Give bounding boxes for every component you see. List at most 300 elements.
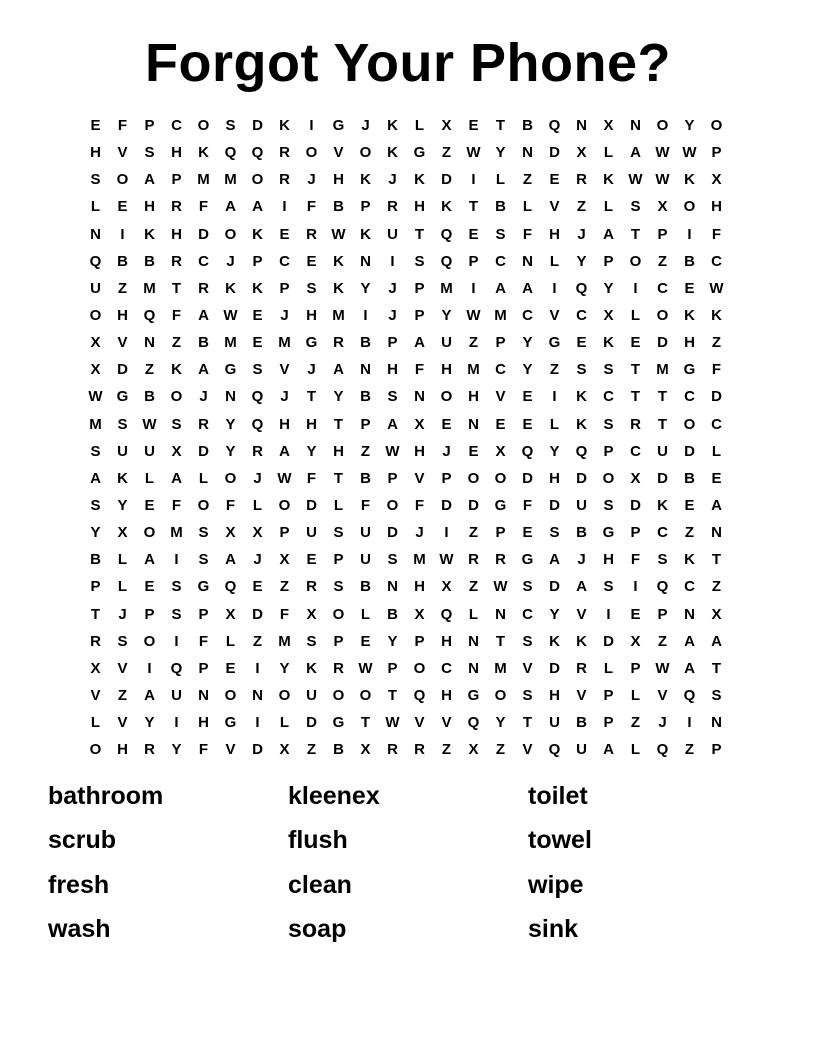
grid-letter: J	[118, 605, 127, 623]
grid-letter: C	[522, 605, 533, 623]
grid-letter: Y	[117, 497, 128, 515]
grid-letter: O	[494, 469, 507, 487]
grid-letter: W	[385, 714, 400, 732]
word-list-item: fresh	[48, 870, 110, 899]
grid-letter: Q	[143, 307, 156, 325]
grid-letter: A	[684, 632, 695, 650]
grid-letter: Q	[548, 117, 561, 135]
grid-letter: W	[88, 388, 103, 406]
grid-letter: G	[413, 144, 426, 162]
grid-letter: I	[606, 605, 611, 623]
grid-letter: W	[358, 659, 373, 677]
grid-letter: B	[333, 741, 344, 759]
grid-letter: Q	[224, 144, 237, 162]
grid-letter: E	[630, 605, 641, 623]
grid-letter: S	[387, 551, 398, 569]
grid-letter: L	[279, 714, 290, 732]
grid-letter: E	[630, 334, 641, 352]
grid-letter: Z	[630, 714, 641, 732]
grid-letter: Z	[252, 632, 263, 650]
grid-letter: B	[360, 469, 371, 487]
grid-letter: O	[413, 659, 426, 677]
grid-letter: N	[630, 117, 641, 135]
grid-letter: U	[90, 279, 101, 297]
grid-letter: Z	[171, 334, 182, 352]
grid-letter: Q	[575, 442, 588, 460]
grid-letter: L	[630, 687, 641, 705]
grid-letter: W	[655, 144, 670, 162]
grid-letter: D	[603, 632, 614, 650]
grid-letter: X	[603, 307, 614, 325]
grid-letter: A	[225, 551, 236, 569]
grid-letter: F	[711, 361, 722, 379]
grid-letter: Q	[521, 442, 534, 460]
grid-letter: P	[333, 551, 344, 569]
grid-letter: B	[684, 469, 695, 487]
grid-letter: Z	[657, 252, 668, 270]
grid-letter: I	[687, 225, 692, 243]
grid-letter: E	[306, 551, 317, 569]
grid-letter: B	[495, 198, 506, 216]
grid-letter: O	[710, 117, 723, 135]
grid-letter: T	[306, 388, 317, 406]
grid-letter: O	[305, 144, 318, 162]
grid-letter: K	[333, 252, 344, 270]
grid-letter: K	[360, 225, 371, 243]
grid-letter: V	[549, 198, 560, 216]
grid-letter: Y	[360, 279, 371, 297]
grid-letter: R	[387, 198, 398, 216]
grid-letter: I	[444, 524, 449, 542]
grid-letter: A	[522, 279, 533, 297]
grid-letter: H	[90, 144, 101, 162]
grid-letter: D	[549, 144, 560, 162]
grid-letter: X	[279, 741, 290, 759]
grid-letter: E	[684, 497, 695, 515]
grid-letter: X	[468, 741, 479, 759]
grid-letter: M	[197, 171, 210, 189]
grid-letter: Q	[251, 144, 264, 162]
grid-letter: G	[521, 551, 534, 569]
grid-letter: K	[387, 117, 398, 135]
grid-letter: Q	[440, 605, 453, 623]
grid-letter: R	[279, 144, 290, 162]
grid-letter: Z	[144, 361, 155, 379]
grid-letter: L	[198, 469, 209, 487]
grid-letter: E	[225, 659, 236, 677]
grid-letter: P	[144, 605, 155, 623]
grid-letter: F	[630, 551, 641, 569]
grid-letter: E	[468, 225, 479, 243]
grid-letter: X	[90, 361, 101, 379]
grid-letter: U	[576, 497, 587, 515]
grid-letter: A	[144, 687, 155, 705]
grid-letter: O	[332, 687, 345, 705]
grid-letter: S	[522, 632, 533, 650]
grid-letter: Q	[89, 252, 102, 270]
grid-letter: F	[198, 198, 209, 216]
grid-letter: K	[603, 334, 614, 352]
grid-letter: J	[577, 551, 586, 569]
grid-letter: N	[252, 687, 263, 705]
grid-letter: F	[414, 497, 425, 515]
grid-letter: E	[522, 388, 533, 406]
grid-letter: E	[306, 252, 317, 270]
grid-letter: O	[656, 307, 669, 325]
letter-grid	[82, 112, 730, 763]
grid-letter: B	[360, 334, 371, 352]
grid-letter: H	[441, 632, 452, 650]
grid-letter: E	[90, 117, 101, 135]
grid-letter: L	[90, 714, 101, 732]
grid-letter: U	[144, 442, 155, 460]
grid-letter: A	[603, 741, 614, 759]
grid-letter: H	[144, 198, 155, 216]
grid-letter: T	[657, 415, 668, 433]
grid-letter: P	[171, 171, 182, 189]
grid-letter: P	[360, 415, 371, 433]
grid-letter: S	[90, 497, 101, 515]
grid-letter: P	[630, 524, 641, 542]
grid-letter: D	[576, 469, 587, 487]
grid-letter: I	[255, 714, 260, 732]
grid-letter: J	[658, 714, 667, 732]
grid-letter: D	[522, 469, 533, 487]
grid-letter: B	[117, 252, 128, 270]
grid-letter: V	[117, 144, 128, 162]
grid-letter: O	[440, 388, 453, 406]
grid-letter: K	[252, 279, 263, 297]
grid-letter: D	[549, 659, 560, 677]
grid-letter: N	[711, 714, 722, 732]
grid-letter: G	[467, 687, 480, 705]
grid-letter: N	[387, 578, 398, 596]
grid-letter: L	[468, 605, 479, 623]
grid-letter: X	[279, 551, 290, 569]
grid-letter: P	[468, 252, 479, 270]
word-list-item: toilet	[528, 781, 588, 810]
grid-letter: Q	[656, 741, 669, 759]
grid-letter: D	[684, 442, 695, 460]
grid-letter: V	[225, 741, 236, 759]
grid-letter: P	[603, 252, 614, 270]
grid-letter: P	[279, 524, 290, 542]
grid-letter: S	[144, 144, 155, 162]
grid-letter: X	[360, 741, 371, 759]
grid-letter: P	[603, 687, 614, 705]
grid-letter: V	[90, 687, 101, 705]
grid-letter: T	[711, 551, 722, 569]
grid-letter: Y	[495, 714, 506, 732]
grid-letter: W	[493, 578, 508, 596]
grid-letter: T	[333, 415, 344, 433]
grid-letter: V	[117, 334, 128, 352]
grid-letter: Y	[171, 741, 182, 759]
grid-letter: O	[143, 524, 156, 542]
grid-letter: Q	[413, 687, 426, 705]
grid-letter: S	[711, 687, 722, 705]
grid-letter: I	[633, 279, 638, 297]
grid-letter: T	[495, 632, 506, 650]
grid-letter: C	[684, 578, 695, 596]
grid-letter: I	[147, 659, 152, 677]
grid-letter: K	[711, 307, 722, 325]
grid-letter: O	[251, 171, 264, 189]
grid-letter: Y	[225, 442, 236, 460]
grid-letter: S	[198, 551, 209, 569]
grid-letter: T	[387, 687, 398, 705]
grid-letter: X	[711, 171, 722, 189]
grid-letter: J	[388, 307, 397, 325]
grid-letter: S	[90, 442, 101, 460]
grid-letter: K	[549, 632, 560, 650]
grid-letter: W	[223, 307, 238, 325]
grid-letter: A	[198, 307, 209, 325]
grid-letter: Y	[603, 279, 614, 297]
grid-letter: R	[576, 171, 587, 189]
grid-letter: O	[278, 687, 291, 705]
grid-letter: B	[144, 252, 155, 270]
grid-letter: O	[602, 469, 615, 487]
grid-letter: R	[306, 225, 317, 243]
word-list-item: towel	[528, 826, 592, 855]
grid-letter: O	[386, 497, 399, 515]
grid-letter: P	[414, 307, 425, 325]
grid-letter: F	[198, 741, 209, 759]
grid-letter: A	[90, 469, 101, 487]
grid-letter: X	[90, 659, 101, 677]
grid-letter: S	[414, 252, 425, 270]
grid-letter: S	[603, 361, 614, 379]
grid-letter: D	[468, 497, 479, 515]
grid-letter: S	[198, 524, 209, 542]
grid-letter: V	[414, 469, 425, 487]
grid-letter: T	[360, 714, 371, 732]
grid-letter: I	[471, 279, 476, 297]
grid-letter: H	[711, 198, 722, 216]
grid-letter: K	[171, 361, 182, 379]
grid-letter: K	[117, 469, 128, 487]
grid-letter: Y	[333, 388, 344, 406]
grid-letter: B	[522, 117, 533, 135]
grid-letter: N	[414, 388, 425, 406]
grid-letter: G	[224, 714, 237, 732]
grid-letter: F	[225, 497, 236, 515]
grid-letter: X	[711, 605, 722, 623]
grid-letter: P	[441, 469, 452, 487]
grid-letter: C	[495, 252, 506, 270]
grid-letter: M	[440, 279, 453, 297]
grid-letter: Z	[576, 198, 587, 216]
grid-letter: V	[522, 741, 533, 759]
grid-letter: J	[226, 252, 235, 270]
grid-letter: X	[414, 605, 425, 623]
grid-letter: Z	[306, 741, 317, 759]
grid-letter: S	[117, 415, 128, 433]
grid-letter: N	[522, 252, 533, 270]
grid-letter: M	[89, 415, 102, 433]
grid-letter: S	[306, 632, 317, 650]
grid-letter: G	[494, 497, 507, 515]
grid-letter: P	[657, 225, 668, 243]
grid-letter: D	[198, 442, 209, 460]
grid-letter: W	[466, 307, 481, 325]
grid-letter: J	[253, 551, 262, 569]
grid-letter: F	[522, 225, 533, 243]
grid-letter: O	[224, 469, 237, 487]
grid-letter: I	[174, 714, 179, 732]
grid-letter: E	[279, 225, 290, 243]
grid-letter: S	[306, 279, 317, 297]
grid-letter: C	[576, 307, 587, 325]
grid-letter: K	[603, 171, 614, 189]
grid-letter: A	[549, 551, 560, 569]
grid-letter: V	[576, 687, 587, 705]
grid-letter: H	[549, 687, 560, 705]
grid-letter: Z	[468, 578, 479, 596]
grid-letter: X	[576, 144, 587, 162]
grid-letter: V	[549, 307, 560, 325]
grid-letter: L	[117, 578, 128, 596]
grid-letter: N	[684, 605, 695, 623]
grid-letter: R	[306, 578, 317, 596]
grid-letter: V	[657, 687, 668, 705]
grid-letter: D	[441, 497, 452, 515]
grid-letter: D	[657, 334, 668, 352]
grid-letter: I	[120, 225, 125, 243]
grid-letter: H	[549, 225, 560, 243]
grid-letter: H	[603, 551, 614, 569]
grid-letter: U	[306, 524, 317, 542]
grid-letter: Z	[360, 442, 371, 460]
grid-letter: P	[387, 659, 398, 677]
grid-letter: F	[117, 117, 128, 135]
grid-letter: I	[633, 578, 638, 596]
grid-letter: V	[576, 605, 587, 623]
grid-letter: I	[552, 388, 557, 406]
grid-letter: P	[711, 741, 722, 759]
grid-letter: B	[198, 334, 209, 352]
grid-letter: V	[333, 144, 344, 162]
word-list-item: wash	[48, 915, 111, 944]
grid-letter: A	[144, 171, 155, 189]
grid-letter: C	[711, 252, 722, 270]
grid-letter: C	[279, 252, 290, 270]
grid-letter: P	[630, 659, 641, 677]
grid-letter: P	[603, 714, 614, 732]
grid-letter: Y	[279, 659, 290, 677]
grid-letter: O	[467, 469, 480, 487]
grid-letter: Z	[684, 524, 695, 542]
grid-letter: S	[657, 551, 668, 569]
grid-letter: H	[468, 388, 479, 406]
grid-letter: H	[279, 415, 290, 433]
grid-letter: C	[630, 442, 641, 460]
grid-letter: Y	[522, 361, 533, 379]
grid-letter: W	[466, 144, 481, 162]
grid-letter: W	[277, 469, 292, 487]
grid-letter: Y	[495, 144, 506, 162]
grid-letter: E	[549, 171, 560, 189]
grid-letter: K	[144, 225, 155, 243]
grid-letter: P	[198, 605, 209, 623]
grid-letter: A	[225, 198, 236, 216]
grid-letter: M	[656, 361, 669, 379]
grid-letter: Z	[117, 687, 128, 705]
grid-letter: C	[495, 361, 506, 379]
grid-letter: O	[494, 687, 507, 705]
grid-letter: B	[576, 714, 587, 732]
grid-letter: M	[494, 307, 507, 325]
grid-letter: D	[549, 497, 560, 515]
grid-letter: B	[360, 388, 371, 406]
grid-letter: N	[468, 659, 479, 677]
grid-letter: Z	[711, 578, 722, 596]
grid-letter: Q	[467, 714, 480, 732]
grid-letter: H	[414, 578, 425, 596]
grid-letter: R	[279, 171, 290, 189]
grid-letter: K	[684, 551, 695, 569]
grid-letter: O	[656, 117, 669, 135]
grid-letter: J	[307, 361, 316, 379]
grid-letter: X	[495, 442, 506, 460]
grid-letter: H	[333, 442, 344, 460]
grid-letter: L	[360, 605, 371, 623]
grid-letter: R	[144, 741, 155, 759]
grid-letter: W	[142, 415, 157, 433]
grid-letter: V	[522, 659, 533, 677]
grid-letter: K	[225, 279, 236, 297]
grid-letter: H	[171, 144, 182, 162]
grid-letter: T	[522, 714, 533, 732]
grid-letter: X	[414, 415, 425, 433]
grid-letter: Y	[306, 442, 317, 460]
grid-letter: C	[522, 307, 533, 325]
grid-letter: U	[549, 714, 560, 732]
grid-letter: M	[224, 171, 237, 189]
grid-letter: A	[387, 415, 398, 433]
grid-letter: G	[548, 334, 561, 352]
grid-letter: O	[89, 741, 102, 759]
grid-letter: C	[441, 659, 452, 677]
grid-letter: V	[414, 714, 425, 732]
word-list-item: clean	[288, 870, 352, 899]
grid-letter: A	[603, 225, 614, 243]
grid-letter: O	[359, 144, 372, 162]
grid-letter: Z	[468, 524, 479, 542]
grid-letter: U	[117, 442, 128, 460]
grid-letter: E	[360, 632, 371, 650]
grid-letter: S	[333, 524, 344, 542]
grid-letter: K	[414, 171, 425, 189]
word-list	[48, 774, 768, 952]
grid-letter: K	[333, 279, 344, 297]
grid-letter: M	[278, 632, 291, 650]
grid-letter: H	[117, 307, 128, 325]
grid-letter: S	[171, 578, 182, 596]
grid-letter: O	[359, 687, 372, 705]
grid-letter: A	[414, 334, 425, 352]
grid-letter: N	[468, 415, 479, 433]
grid-letter: L	[333, 497, 344, 515]
grid-letter: P	[414, 632, 425, 650]
grid-letter: R	[387, 741, 398, 759]
grid-letter: F	[306, 469, 317, 487]
grid-letter: E	[684, 279, 695, 297]
grid-letter: A	[630, 144, 641, 162]
grid-letter: H	[117, 741, 128, 759]
page-title: Forgot Your Phone?	[145, 33, 671, 93]
